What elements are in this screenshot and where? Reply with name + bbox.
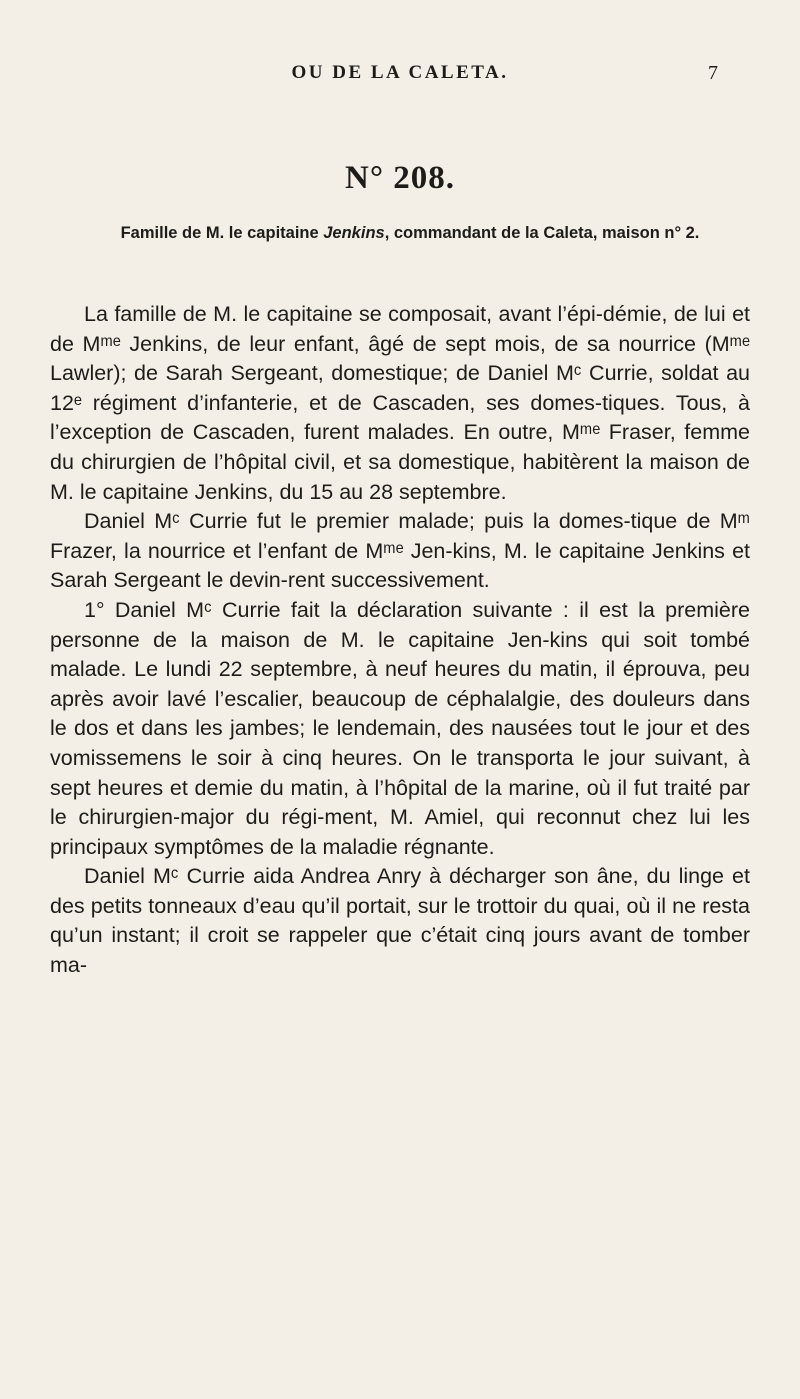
paragraph-2: Daniel Mᶜ Currie fut le premier malade; puis la domes-tique de Mᵐ Frazer, la nourrice et l’enfant de Mᵐᵉ Jen-kins, M. le capitaine Jenkins et Sarah Sergeant le devin-rent successivement. <box>50 509 750 593</box>
record-caption <box>90 220 730 247</box>
body-text <box>50 300 750 981</box>
caption-prefix: Famille de M. le capitaine <box>120 224 324 242</box>
record-number: N° 208. <box>344 160 456 196</box>
running-header <box>0 62 800 90</box>
paragraph-3: 1° Daniel Mᶜ Currie fait la déclaration suivante : il est la première personne de la maison de M. le capitaine Jen-kins qui soit tombé malade. Le lundi 22 septembre, à neuf heures du matin, il éprouva, peu après avoir lavé l’escalier, beaucoup de céphalalgie, des douleurs dans le dos et dans les jambes; le lendemain, des nausées tout le jour et des vomissemens le soir à cinq heures. On le transporta le jour suivant, à sept heures et demie du matin, à l’hôpital de la marine, où il fut traité par le chirurgien-major du régi-ment, M. Amiel, qui reconnut chez lui les principaux symptômes de la maladie régnante. <box>50 597 750 859</box>
caption-name: Jenkins <box>323 224 385 242</box>
paragraph-1: La famille de M. le capitaine se composait, avant l’épi-démie, de lui et de Mᵐᵉ Jenkins, de leur enfant, âgé de sept mois, de sa nourrice (Mᵐᵉ Lawler); de Sarah Sergeant, domestique; de Daniel Mᶜ Currie, soldat au 12ᵉ régiment d’infanterie, et de Cascaden, ses domes-tiques. Tous, à l’exception de Cascaden, furent malades. En outre, Mᵐᵉ Fraser, femme du chirurgien de l’hôpital civil, et sa domestique, habitèrent la maison de M. le capitaine Jenkins, du 15 au 28 septembre. <box>50 302 750 504</box>
paragraph-4: Daniel Mᶜ Currie aida Andrea Anry à décharger son âne, du linge et des petits tonneaux d’eau qu’il portait, sur le trottoir du quai, où il ne resta qu’un instant; il croit se rappeler que c’était cinq jours avant de tomber ma- <box>50 864 750 978</box>
page-number: 7 <box>708 62 718 84</box>
caption-suffix: , commandant de la Caleta, maison n° 2. <box>384 224 700 242</box>
running-title: OU DE LA CALETA. <box>291 62 509 83</box>
